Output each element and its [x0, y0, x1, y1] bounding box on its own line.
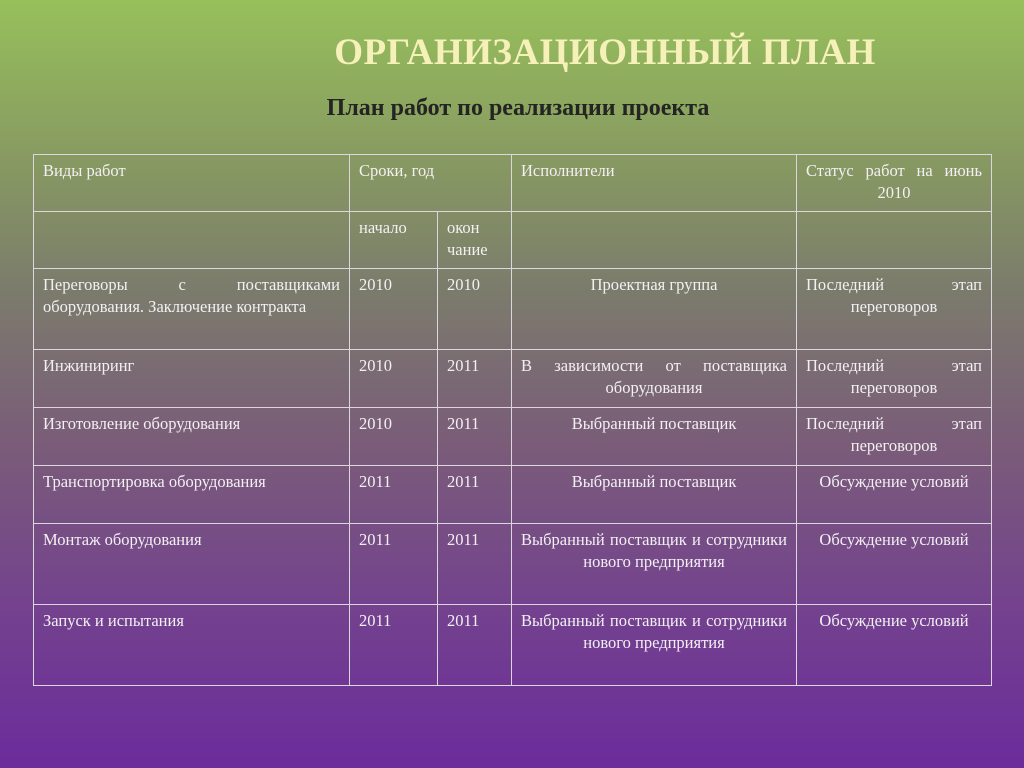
executor-cell: Проектная группа [512, 269, 797, 350]
start-cell: 2010 [350, 408, 438, 466]
work-cell: Транспортировка оборудования [34, 466, 350, 524]
end-cell: 2011 [438, 408, 512, 466]
subheader-empty-cell [797, 212, 992, 269]
subheader-empty-cell [512, 212, 797, 269]
executor-cell: В зависимости от поставщика оборудования [512, 350, 797, 408]
end-cell: 2011 [438, 350, 512, 408]
executor-cell: Выбранный поставщик [512, 466, 797, 524]
table-row [34, 408, 992, 466]
table-row [34, 605, 992, 686]
start-cell: 2011 [350, 524, 438, 605]
end-cell: 2011 [438, 524, 512, 605]
slide-title: ОРГАНИЗАЦИОННЫЙ ПЛАН [334, 32, 876, 73]
header-status: Статус работ на июнь 2010 [797, 155, 992, 212]
header-work-type: Виды работ [34, 155, 350, 212]
table-subheader-row [34, 212, 992, 269]
status-cell: Обсуждение условий [797, 605, 992, 686]
work-cell: Переговоры с поставщиками оборудования. Заключение контракта [34, 269, 350, 350]
work-cell: Запуск и испытания [34, 605, 350, 686]
status-cell: Последний этап переговоров [797, 350, 992, 408]
table-row [34, 350, 992, 408]
table-row [34, 524, 992, 605]
header-period: Сроки, год [350, 155, 512, 212]
header-start: начало [350, 212, 438, 269]
end-cell: 2011 [438, 466, 512, 524]
work-plan-table [33, 154, 992, 686]
table-row [34, 269, 992, 350]
executor-cell: Выбранный поставщик и сотрудники нового предприятия [512, 524, 797, 605]
header-executors: Исполнители [512, 155, 797, 212]
header-end: окон чание [438, 212, 512, 269]
status-cell: Обсуждение условий [797, 524, 992, 605]
work-cell: Монтаж оборудования [34, 524, 350, 605]
subheader-empty-cell [34, 212, 350, 269]
start-cell: 2010 [350, 269, 438, 350]
status-cell: Последний этап переговоров [797, 269, 992, 350]
executor-cell: Выбранный поставщик [512, 408, 797, 466]
work-cell: Изготовление оборудования [34, 408, 350, 466]
table-header-row [34, 155, 992, 212]
start-cell: 2010 [350, 350, 438, 408]
status-cell: Последний этап переговоров [797, 408, 992, 466]
end-cell: 2011 [438, 605, 512, 686]
start-cell: 2011 [350, 605, 438, 686]
slide-subtitle: План работ по реализации проекта [326, 95, 710, 121]
work-cell: Инжиниринг [34, 350, 350, 408]
start-cell: 2011 [350, 466, 438, 524]
table-row [34, 466, 992, 524]
end-cell: 2010 [438, 269, 512, 350]
status-cell: Обсуждение условий [797, 466, 992, 524]
executor-cell: Выбранный поставщик и сотрудники нового предприятия [512, 605, 797, 686]
